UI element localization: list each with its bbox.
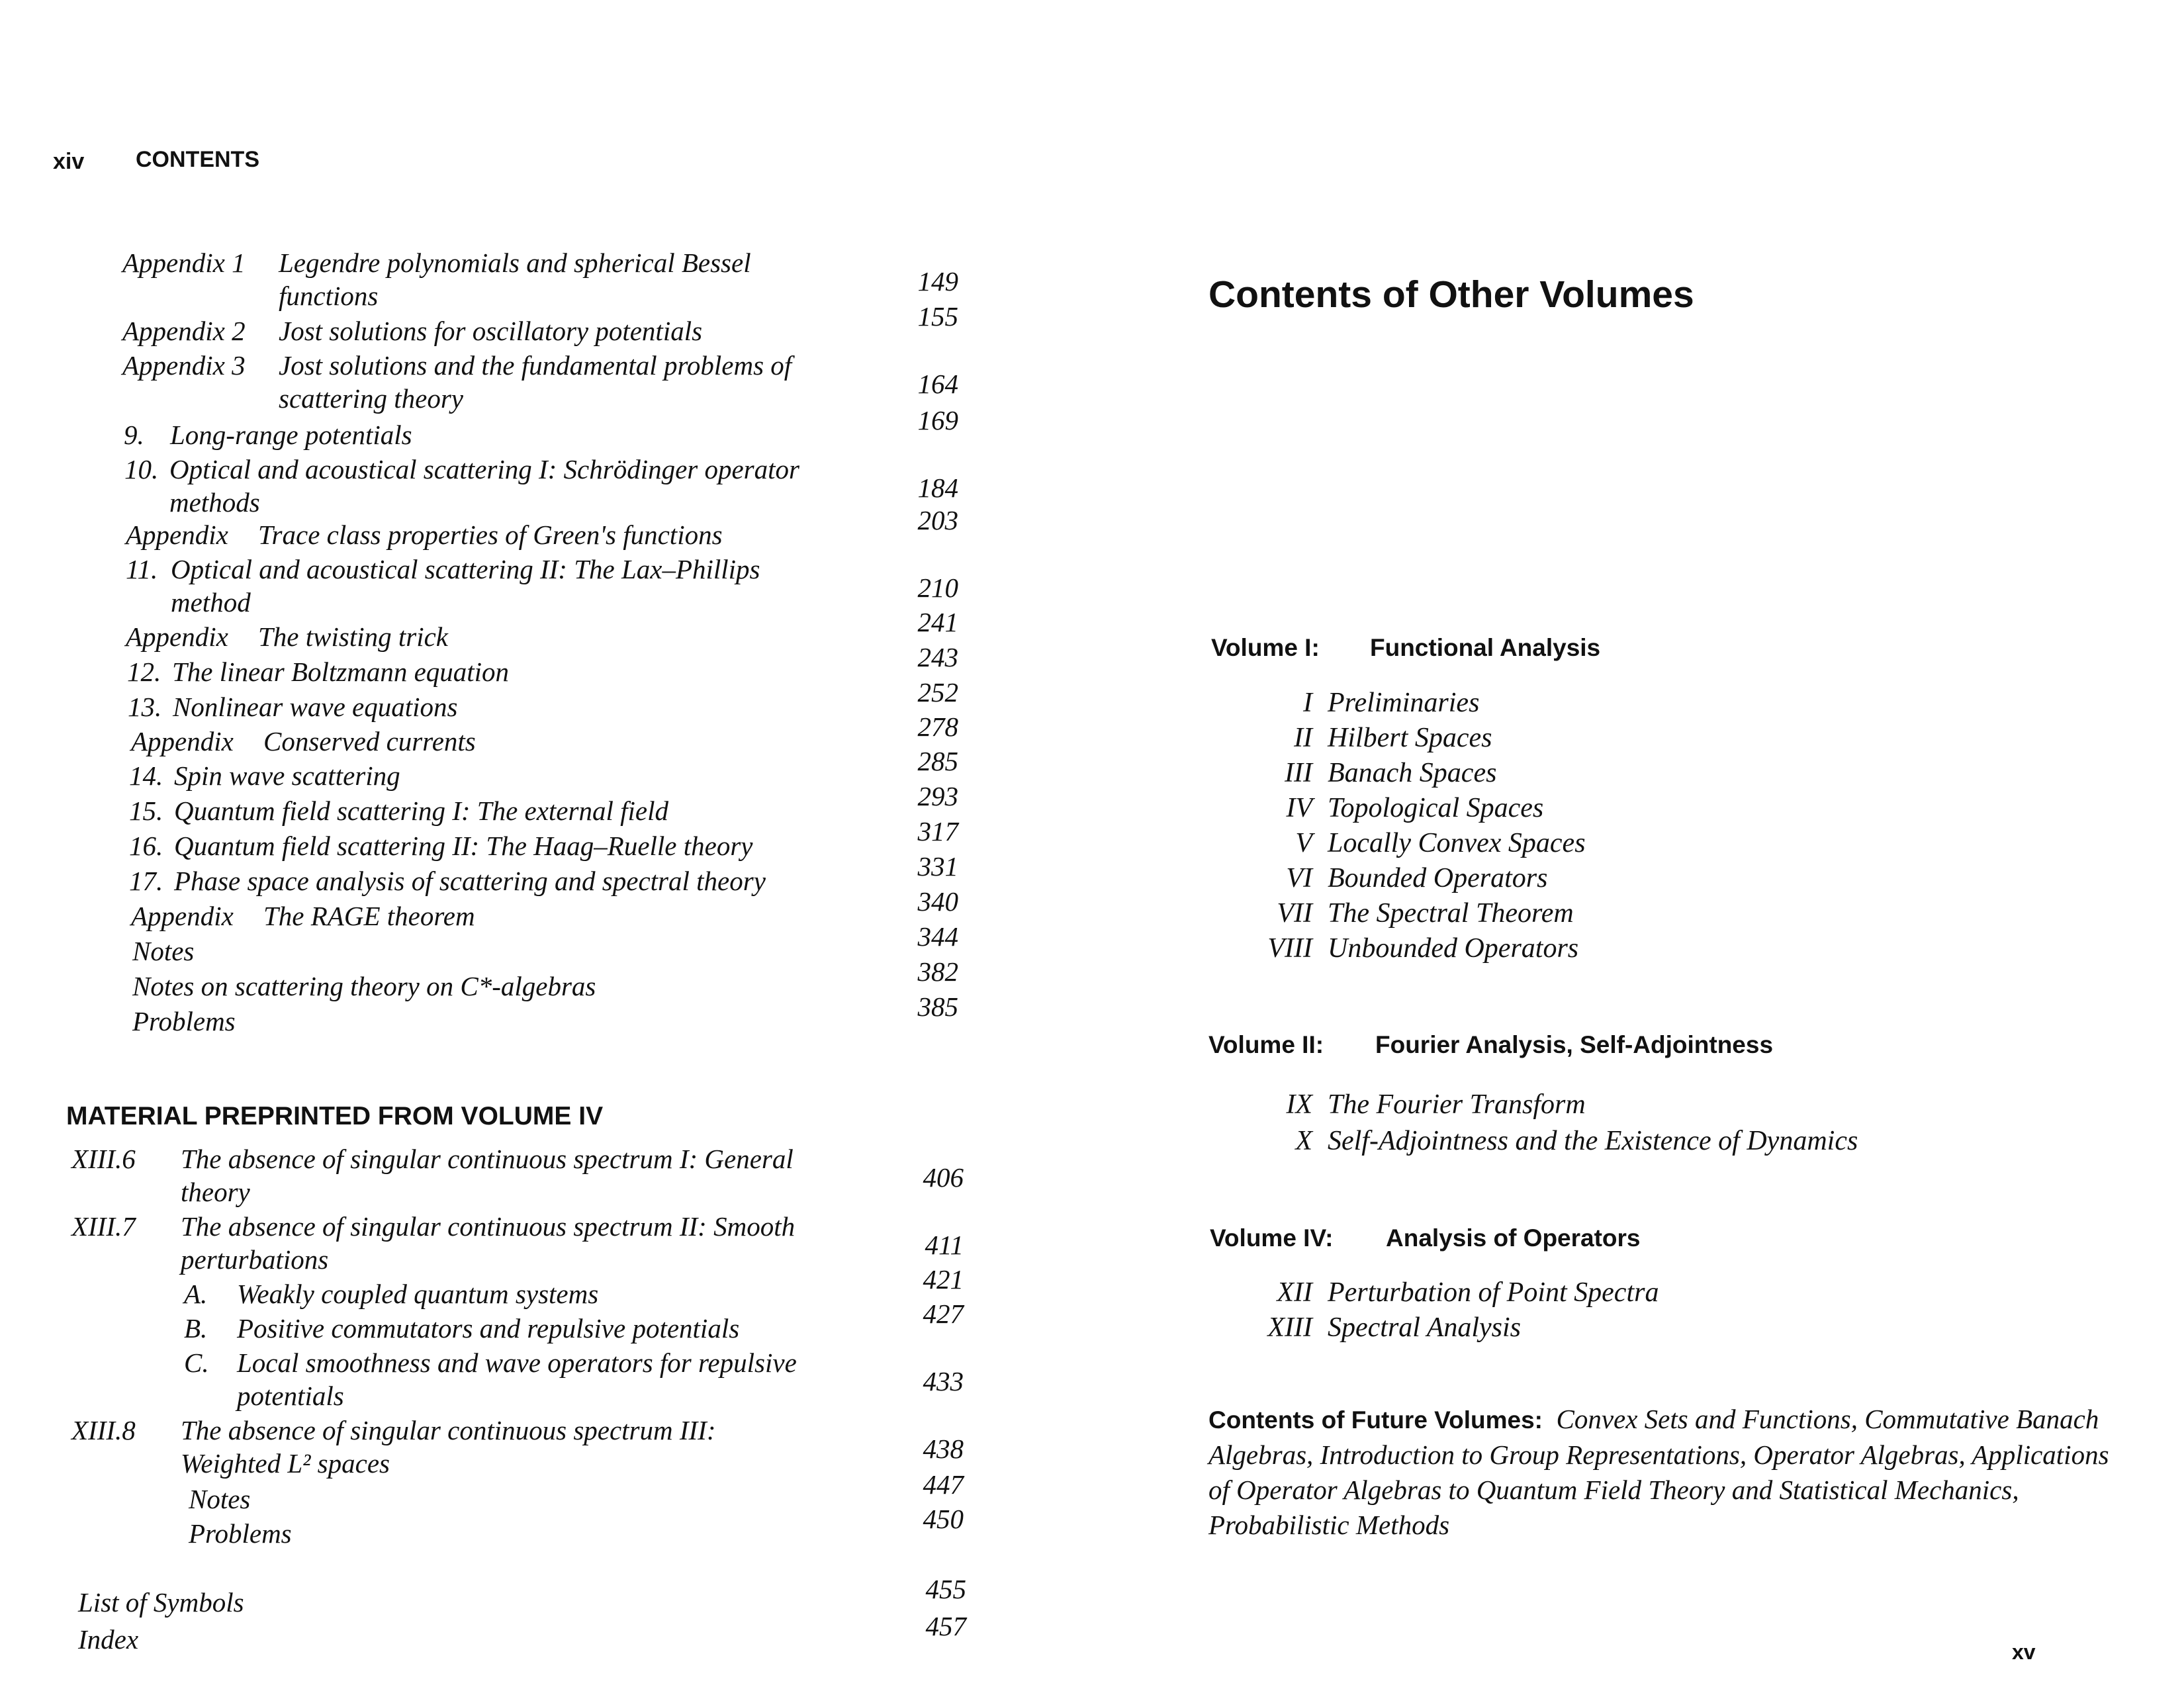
entry-label: Appendix 2 xyxy=(122,316,246,346)
entry-title-line: Notes on scattering theory on C*-algebras xyxy=(132,971,596,1001)
entry-title-line: Local smoothness and wave operators for repulsive xyxy=(237,1347,797,1378)
end-matter-title: Index xyxy=(78,1624,139,1655)
entry-label: Appendix 1 xyxy=(122,248,246,278)
entry-label: 12. xyxy=(127,657,161,687)
entry-page-number: 411 xyxy=(925,1230,964,1260)
chapter-number: VI xyxy=(1286,863,1312,893)
volume-heading: Volume II: xyxy=(1208,1031,1324,1058)
entry-title-line: Trace class properties of Green's functions xyxy=(258,520,723,550)
chapter-title: Topological Spaces xyxy=(1328,793,1544,823)
entry-page-number: 447 xyxy=(923,1469,964,1500)
entry-label: 13. xyxy=(128,692,162,722)
entry-title-line: The absence of singular continuous spectrum II: Smooth xyxy=(181,1211,796,1242)
right-folio: xv xyxy=(2012,1640,2036,1664)
entry-label: 10. xyxy=(124,454,159,484)
entry-label: 16. xyxy=(129,831,163,861)
entry-label: 15. xyxy=(129,796,163,826)
entry-label: 11. xyxy=(126,554,158,584)
entry-title-line: The RAGE theorem xyxy=(263,901,475,931)
entry-title-line: Conserved currents xyxy=(263,726,476,756)
chapter-title: Perturbation of Point Spectra xyxy=(1328,1277,1659,1308)
chapter-title: Preliminaries xyxy=(1328,688,1480,718)
left-folio: xiv xyxy=(53,149,85,174)
entry-title-line: Legendre polynomials and spherical Bessel xyxy=(279,248,751,278)
entry-title-line: Spin wave scattering xyxy=(174,760,400,791)
entry-title-line: Positive commutators and repulsive potentials xyxy=(237,1313,740,1344)
entry-title-line: functions xyxy=(279,281,379,311)
entry-page-number: 243 xyxy=(917,642,958,672)
entry-page-number: 149 xyxy=(917,266,958,297)
chapter-number: X xyxy=(1295,1126,1312,1156)
entry-title-line: The linear Boltzmann equation xyxy=(172,657,510,687)
chapter-title: Locally Convex Spaces xyxy=(1328,828,1586,858)
chapter-number: IX xyxy=(1286,1089,1312,1120)
volume-subject: Fourier Analysis, Self-Adjointness xyxy=(1375,1031,1774,1058)
entry-title-line: Jost solutions for oscillatory potentials xyxy=(279,316,703,346)
entry-title-line: Long-range potentials xyxy=(170,420,412,450)
entry-page-number: 252 xyxy=(917,677,958,708)
entry-label: B. xyxy=(184,1313,208,1344)
entry-page-number: 421 xyxy=(923,1264,964,1295)
entry-page-number: 317 xyxy=(917,816,958,846)
preprint-heading: MATERIAL PREPRINTED FROM VOLUME IV xyxy=(66,1102,604,1130)
volume-subject: Functional Analysis xyxy=(1370,634,1601,661)
entry-title-line: Quantum field scattering II: The Haag–Ruelle theory xyxy=(174,831,753,861)
entry-label: Appendix 3 xyxy=(122,350,246,381)
entry-page-number: 340 xyxy=(917,886,958,917)
entry-label: C. xyxy=(184,1347,209,1378)
volume-subject: Analysis of Operators xyxy=(1386,1224,1641,1252)
entry-label: 17. xyxy=(129,866,163,896)
entry-page-number: 344 xyxy=(917,921,958,952)
entry-title-line: Problems xyxy=(189,1518,292,1549)
future-volumes-heading: Contents of Future Volumes: xyxy=(1208,1406,1543,1434)
end-matter-title: List of Symbols xyxy=(78,1587,244,1618)
chapter-title: Bounded Operators xyxy=(1328,863,1548,893)
chapter-number: XII xyxy=(1277,1277,1312,1308)
future-volumes-paragraph xyxy=(1208,1402,2122,1543)
entry-title-line: The twisting trick xyxy=(258,621,448,652)
entry-label: XIII.8 xyxy=(71,1415,136,1445)
chapter-title: Self-Adjointness and the Existence of Dynamics xyxy=(1328,1126,1858,1156)
entry-title-line: Nonlinear wave equations xyxy=(173,692,458,722)
entry-page-number: 382 xyxy=(917,956,958,987)
entry-page-number: 433 xyxy=(923,1366,964,1396)
chapter-number: XIII xyxy=(1267,1312,1312,1343)
entry-page-number: 210 xyxy=(917,572,958,603)
entry-page-number: 331 xyxy=(917,851,958,882)
entry-title-line: perturbations xyxy=(181,1244,329,1275)
entry-page-number: 241 xyxy=(917,607,958,637)
entry-page-number: 450 xyxy=(923,1504,964,1534)
entry-title-line: potentials xyxy=(237,1381,344,1411)
entry-page-number: 169 xyxy=(917,405,958,435)
entry-title-line: Quantum field scattering I: The external field xyxy=(174,796,668,826)
entry-label: Appendix xyxy=(131,726,234,756)
future-volumes-text: Convex Sets and Functions, Commutative Banach Algebras, Introduction to Group Representations, Operator Algebras, Applications of Operator Algebras to Quantum Field Theory and Statistical Mechanics, Probabilistic Methods xyxy=(1208,1404,2109,1540)
entry-title-line: The absence of singular continuous spectrum I: General xyxy=(181,1144,794,1174)
entry-page-number: 438 xyxy=(923,1434,964,1464)
chapter-title: The Fourier Transform xyxy=(1328,1089,1586,1120)
entry-title-line: Optical and acoustical scattering II: The Lax–Phillips xyxy=(171,554,760,584)
entry-page-number: 278 xyxy=(917,711,958,742)
entry-label: Appendix xyxy=(131,901,234,931)
entry-page-number: 293 xyxy=(917,781,958,811)
volume-heading: Volume IV: xyxy=(1210,1224,1334,1252)
entry-page-number: 164 xyxy=(917,369,958,399)
chapter-number: I xyxy=(1303,688,1312,718)
volume-heading: Volume I: xyxy=(1211,634,1320,661)
chapter-number: IV xyxy=(1286,793,1312,823)
chapter-number: III xyxy=(1285,758,1312,788)
end-matter-page-number: 457 xyxy=(925,1611,966,1641)
entry-label: XIII.7 xyxy=(71,1211,136,1242)
entry-page-number: 155 xyxy=(917,301,958,332)
entry-label: 9. xyxy=(124,420,144,450)
entry-title-line: Notes xyxy=(132,936,195,966)
entry-title-line: Problems xyxy=(132,1006,236,1036)
entry-page-number: 203 xyxy=(917,505,958,535)
entry-page-number: 427 xyxy=(923,1299,964,1329)
entry-title-line: Weighted L² spaces xyxy=(181,1448,390,1479)
chapter-number: II xyxy=(1294,723,1312,753)
chapter-title: Spectral Analysis xyxy=(1328,1312,1522,1343)
entry-label: 14. xyxy=(129,760,163,791)
entry-title-line: Notes xyxy=(189,1484,251,1514)
chapter-title: The Spectral Theorem xyxy=(1328,898,1574,929)
chapter-number: VIII xyxy=(1267,933,1312,964)
entry-title-line: Phase space analysis of scattering and spectral theory xyxy=(174,866,766,896)
entry-title-line: Weakly coupled quantum systems xyxy=(237,1279,599,1309)
entry-title-line: scattering theory xyxy=(279,383,463,414)
entry-title-line: Optical and acoustical scattering I: Schrödinger operator xyxy=(169,454,799,484)
chapter-title: Hilbert Spaces xyxy=(1328,723,1492,753)
entry-page-number: 285 xyxy=(917,746,958,776)
running-head: CONTENTS xyxy=(136,147,259,172)
entry-title-line: methods xyxy=(169,487,260,518)
entry-title-line: Jost solutions and the fundamental problems of xyxy=(279,350,792,381)
entry-title-line: method xyxy=(171,587,251,617)
entry-page-number: 385 xyxy=(917,991,958,1022)
chapter-title: Banach Spaces xyxy=(1328,758,1497,788)
entry-title-line: theory xyxy=(181,1177,250,1207)
entry-page-number: 184 xyxy=(917,473,958,503)
entry-label: A. xyxy=(184,1279,208,1309)
chapter-number: V xyxy=(1295,828,1312,858)
chapter-title: Unbounded Operators xyxy=(1328,933,1579,964)
entry-label: XIII.6 xyxy=(71,1144,136,1174)
chapter-number: VII xyxy=(1277,898,1312,929)
entry-title-line: The absence of singular continuous spectrum III: xyxy=(181,1415,716,1445)
entry-page-number: 406 xyxy=(923,1162,964,1193)
entry-label: Appendix xyxy=(126,520,228,550)
entry-label: Appendix xyxy=(126,621,228,652)
end-matter-page-number: 455 xyxy=(925,1574,966,1604)
page-title: Contents of Other Volumes xyxy=(1208,273,1694,316)
